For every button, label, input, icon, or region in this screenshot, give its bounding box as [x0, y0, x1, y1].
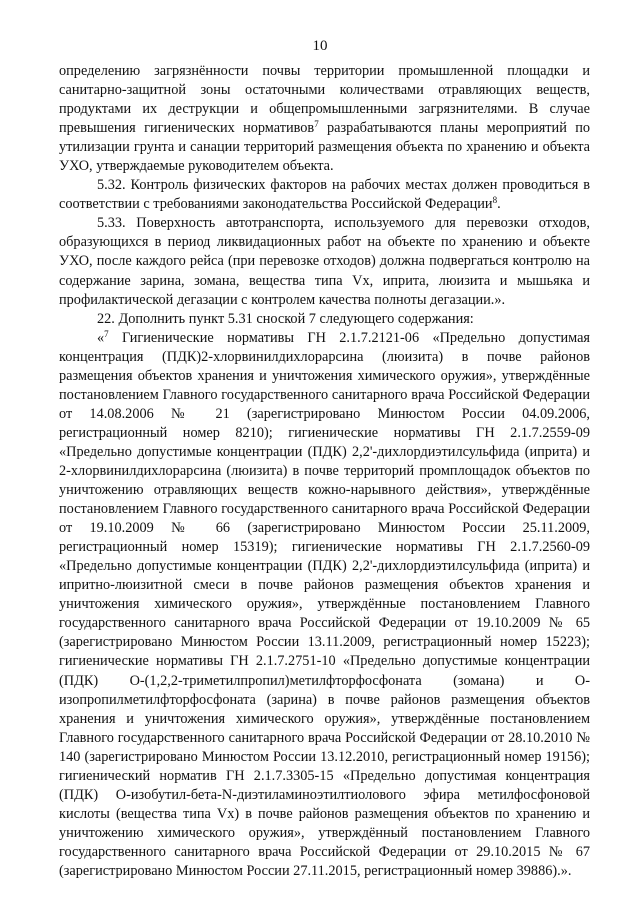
paragraph-text: 5.32. Контроль физических факторов на рабочих местах должен проводиться в соответствии с требованиями законодательства Российской Федерации — [59, 177, 590, 213]
paragraph-text: 22. Дополнить пункт 5.31 сноской 7 следующего содержания: — [97, 310, 474, 327]
paragraph-pollution-control — [59, 62, 590, 176]
paragraph-text: определению загрязнённости почвы территории промышленной площадки и санитарно-защитной зоны остаточными количествами отравляющих веществ, продуктами их деструкции и общепромышленными загрязнителями. В случае превышения гигиенических нормативов — [59, 63, 590, 137]
paragraph-text-tail: Гигиенические нормативы ГН 2.1.7.2121-06 «Предельно допустимая концентрация (ПДК)2-хлорвинилдихлорарсина (люизита) в почве районов размещения объектов хранения и уничтожения химического оружия», утверждённые постановлением Главного государственного санитарного врача Российской Федерации от 14.08.2006 № 21 (зарегистрировано Минюстом России 04.09.2006, регистрационный номер 8210); гигиенические нормативы ГН 2.1.7.2559-09 «Предельно допустимые концентрации (ПДК) 2,2'-дихлордиэтилсульфида (иприта) и 2-хлорвинилдихлорарсина (люизита) в почве территорий промплощадок объектов по уничтожению отравляющих веществ кожно-нарывного действия», утверждённые постановлением Главного государственного санитарного врача Российской Федерации от 19.10.2009 № 66 (зарегистрировано Минюстом России 25.11.2009, регистрационный номер 15319); гигиенические нормативы ГН 2.1.7.2560-09 «Предельно допустимые концентрации (ПДК) 2,2'-дихлордиэтилсульфида (иприта) и ипритно-люизитной смеси в почве районов размещения объектов хранения и уничтожения химического оружия», утверждённые постановлением Главного государственного санитарного врача Российской Федерации от 19.10.2009 № 65 (зарегистрировано Минюстом России 13.11.2009, регистрационный номер 15223); гигиенические нормативы ГН 2.1.7.2751-10 «Предельно допустимые концентрации (ПДК) O-(1,2,2-триметилпропил)метилфторфосфоната (зомана) и O-изопропилметилфторфосфоната (зарина) в почве районов размещения объектов хранения и уничтожения химического оружия», утверждённые постановлением Главного государственного санитарного врача Российской Федерации от 28.10.2010 № 140 (зарегистрировано Минюстом России 13.12.2010, регистрационный номер 19156); гигиенический норматив ГН 2.1.7.3305-15 «Предельно допустимая концентрация (ПДК) O-изобутил-бета-N-диэтиламиноэтилтиолового эфира метилфосфоновой кислоты (вещества типа Vx) в почве районов размещения объектов по хранению и уничтожению химического оружия», утверждённый постановлением Главного государственного санитарного врача Российской Федерации от 29.10.2015 № 67 (зарегистрировано Минюстом России 27.11.2015, регистрационный номер 39886).». — [59, 329, 590, 879]
paragraph-5-33 — [59, 214, 590, 309]
document-body — [59, 62, 590, 881]
footnote-ref-8: 8 — [492, 195, 498, 206]
paragraph-text-tail: . — [497, 196, 501, 213]
paragraph-item-22 — [59, 310, 590, 329]
footnote-ref-7: 7 — [314, 119, 319, 130]
page-number: 10 — [312, 38, 328, 54]
paragraph-text: 5.33. Поверхность автотранспорта, используемого для перевозки отходов, образующихся в период ликвидационных работ на объекте по хранению и объекте УХО, после каждого рейса (при перевозке отходов) должна подвергаться контролю на содержание зарина, зомана, вещества типа Vx, иприта, люизита и мышьяка и профилактической дегазации с контролем качества полноты дегазации.». — [59, 215, 590, 308]
paragraph-5-32 — [59, 176, 590, 214]
quote-open: « — [97, 329, 105, 346]
paragraph-text-tail: разрабатываются планы мероприятий по утилизации грунта и санации территорий размещения объекта по хранению и объекта УХО, утверждаемые руководителем объекта. — [59, 120, 590, 175]
paragraph-footnote-7 — [59, 329, 590, 881]
footnote-mark-7: 7 — [104, 328, 109, 339]
